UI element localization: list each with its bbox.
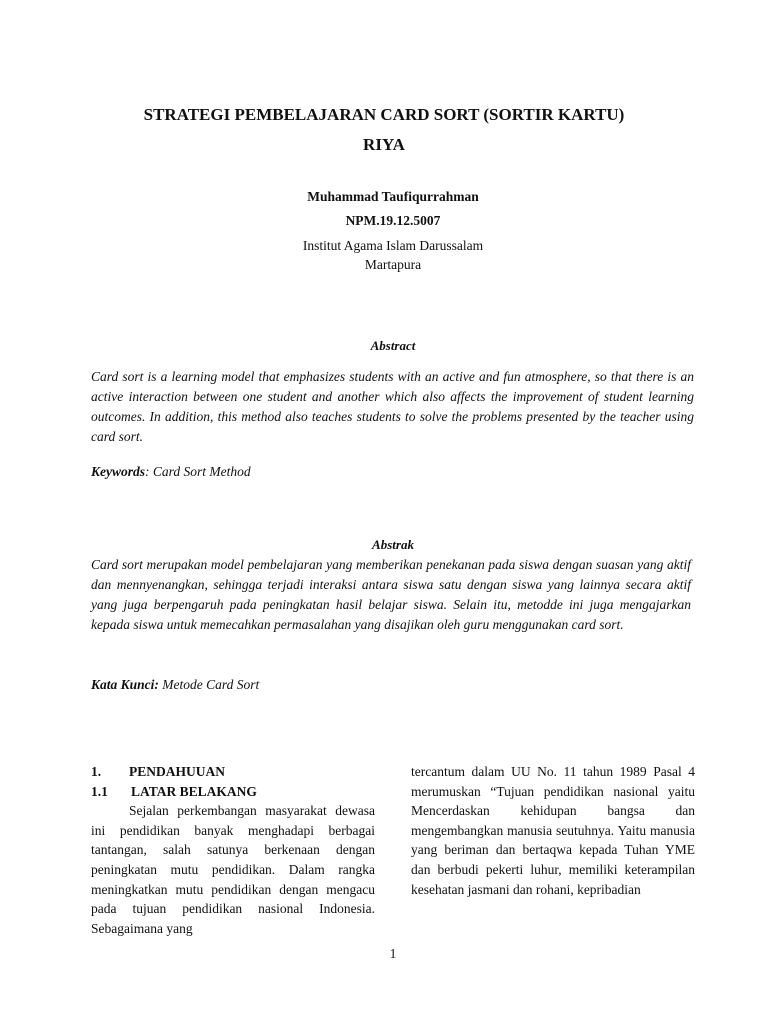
keywords-label: Keywords — [91, 464, 145, 479]
keywords-line — [91, 464, 251, 480]
section-heading — [91, 762, 375, 782]
paper-title-second-line: RIYA — [363, 135, 405, 154]
author-name: Muhammad Taufiqurrahman — [307, 189, 479, 204]
author-institution: Institut Agama Islam Darussalam — [302, 238, 484, 253]
abstract-heading: Abstract — [370, 338, 416, 353]
section-number: 1. — [91, 764, 102, 779]
body-left-column — [91, 762, 375, 938]
abstract-text: Card sort is a learning model that emphasizes students with an active and fun atmosphere, so that there is an active interaction between one student and another which also affects the improvement of student learning outcomes. In addition, this method also teaches students to solve the problems presented by the teacher using card sort. — [91, 369, 694, 444]
paper-title: STRATEGI PEMBELAJARAN CARD SORT (SORTIR KARTU) — [143, 105, 625, 124]
kata-kunci-value: Metode Card Sort — [158, 677, 260, 692]
kata-kunci-line — [91, 677, 259, 693]
body-right-column — [411, 762, 695, 899]
keywords-value: : Card Sort Method — [145, 464, 251, 479]
section-title: PENDAHUUAN — [129, 764, 225, 779]
body-paragraph-left: Sejalan perkembangan masyarakat dewasa ini pendidikan banyak menghadapi berbagai tantangan, salah satunya berkenaan dengan peningkatan mutu pendidikan. Dalam rangka meningkatkan mutu pendidikan dengan mengacu pada tujuan pendidikan nasional Indonesia. Sebagaimana yang — [91, 803, 375, 936]
author-institution-city: Martapura — [364, 257, 422, 272]
body-paragraph-right: tercantum dalam UU No. 11 tahun 1989 Pasal 4 merumuskan “Tujuan pendidikan nasional yaitu Mencerdaskan kehidupan bangsa dan mengembangkan manusia seutuhnya. Yaitu manusia yang beriman dan bertaqwa kepada Tuhan YME dan berbudi pekerti luhur, memiliki keterampilan kesehatan jasmani dan rohani, kepribadian — [411, 764, 695, 897]
abstrak-text: Card sort merupakan model pembelajaran yang memberikan penekanan pada siswa dengan suasan yang aktif dan mennyenangkan, sehingga terjadi interaksi antara siswa satu dengan siswa yang lainnya secara aktif yang juga berpengaruh pada peningkatan hasil belajar siswa. Selain itu, metodde ini juga mengajarkan kepada siswa untuk memecahkan permasalahan yang disajikan oleh guru menggunakan card sort. — [91, 557, 691, 632]
page-number: 1 — [389, 946, 397, 961]
abstrak-heading: Abstrak — [372, 537, 414, 552]
subsection-heading — [91, 782, 375, 802]
subsection-title: LATAR BELAKANG — [131, 783, 257, 799]
author-npm: NPM.19.12.5007 — [345, 213, 441, 228]
kata-kunci-label: Kata Kunci: — [91, 677, 159, 692]
subsection-number: 1.1 — [91, 783, 108, 799]
